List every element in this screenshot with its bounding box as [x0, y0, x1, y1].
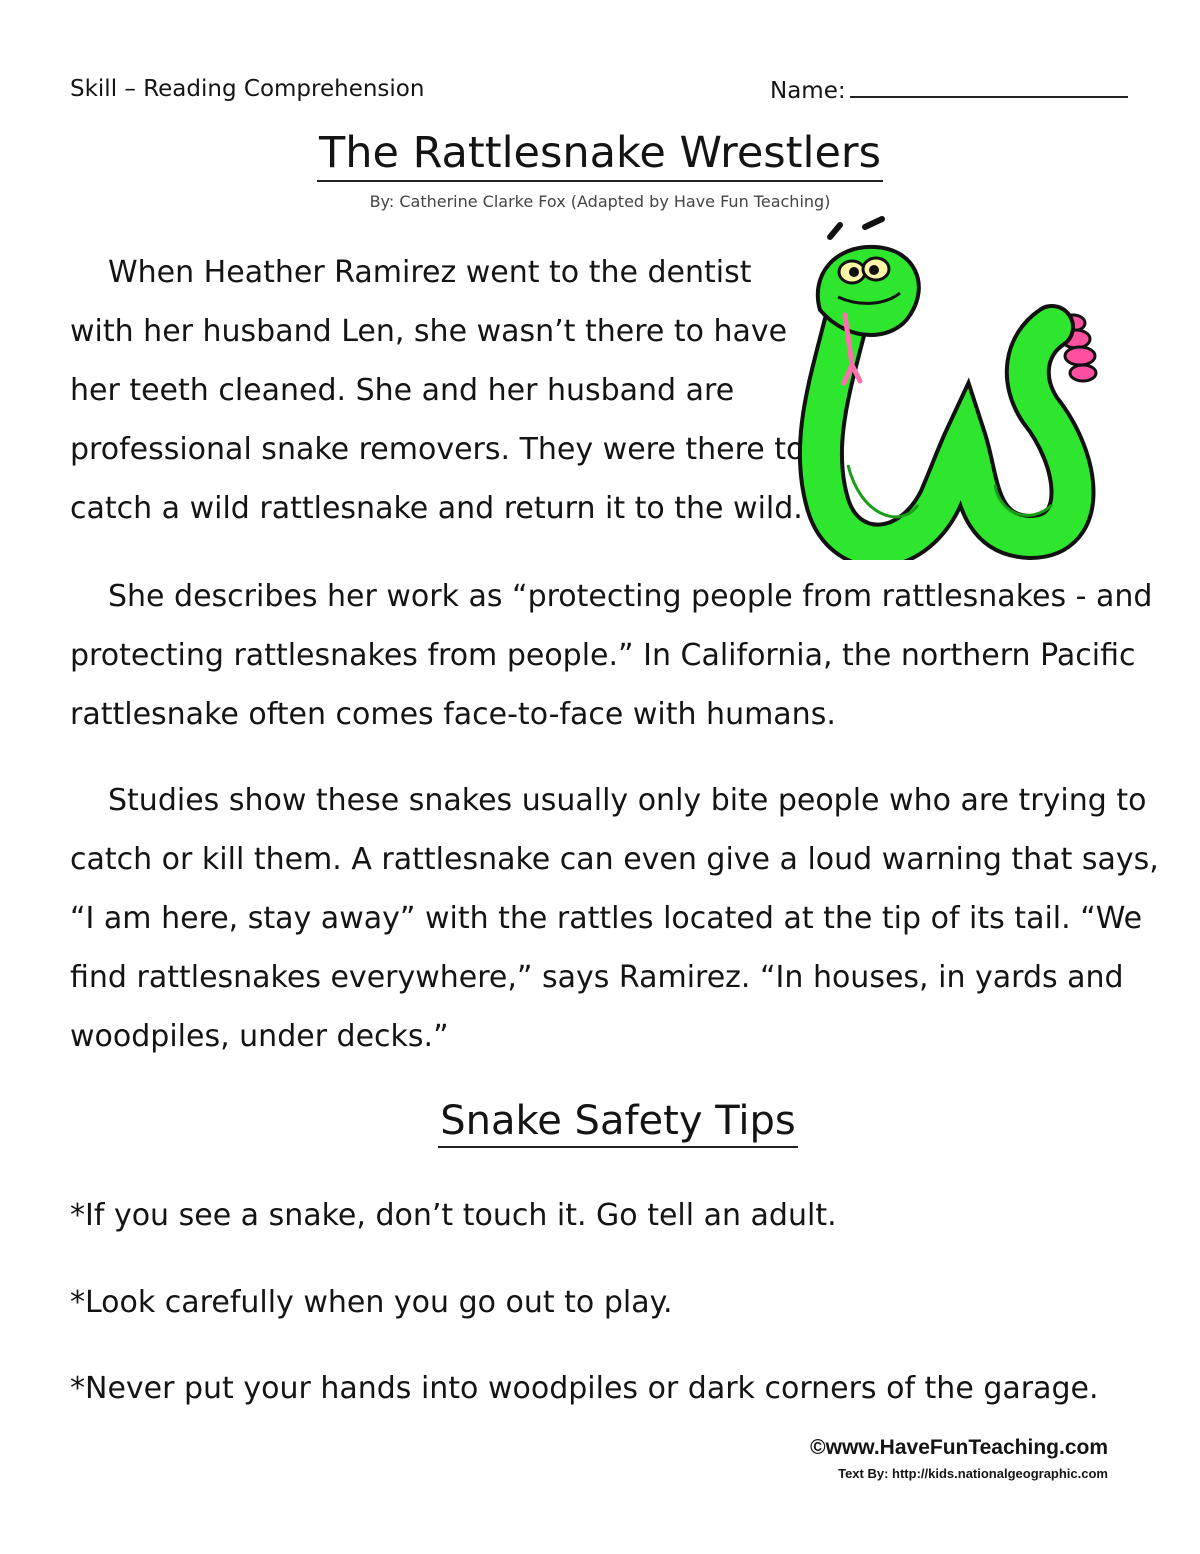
tip-item: *If you see a snake, don’t touch it. Go tell an adult. [70, 1198, 837, 1233]
tip-item: *Never put your hands into woodpiles or dark corners of the garage. [70, 1371, 1099, 1406]
section-title: Snake Safety Tips [0, 1098, 1200, 1144]
paragraph-line: with her husband Len, she wasn’t there to have [70, 314, 788, 349]
paragraph-line: catch a wild rattlesnake and return it to the wild. [70, 491, 803, 526]
paragraph-line: She describes her work as “protecting people from rattlesnakes - and [108, 579, 1153, 614]
paragraph-line: When Heather Ramirez went to the dentist [108, 255, 752, 290]
skill-label: Skill – Reading Comprehension [70, 76, 425, 102]
paragraph-1 [70, 243, 804, 538]
paragraph-2 [70, 567, 1152, 744]
name-field [770, 76, 1128, 104]
paragraph-line: find rattlesnakes everywhere,” says Ramirez. “In houses, in yards and [70, 960, 1124, 995]
footer-credit: Text By: http://kids.nationalgeographic.com [838, 1466, 1108, 1481]
paragraph-line: Studies show these snakes usually only bite people who are trying to [108, 783, 1147, 818]
paragraph-line: “I am here, stay away” with the rattles located at the tip of its tail. “We [70, 901, 1143, 936]
paragraph-3 [70, 771, 1159, 1066]
footer-site: ©www.HaveFunTeaching.com [810, 1436, 1108, 1459]
name-blank-line[interactable] [850, 76, 1128, 98]
paragraph-line: rattlesnake often comes face-to-face with humans. [70, 697, 836, 732]
page-title: The Rattlesnake Wrestlers [0, 128, 1200, 178]
paragraph-line: protecting rattlesnakes from people.” In California, the northern Pacific [70, 638, 1136, 673]
snake-illustration-icon [790, 215, 1110, 560]
paragraph-line: her teeth cleaned. She and her husband are [70, 373, 735, 408]
byline: By: Catherine Clarke Fox (Adapted by Have Fun Teaching) [369, 192, 831, 211]
paragraph-line: professional snake removers. They were there to [70, 432, 805, 467]
tip-item: *Look carefully when you go out to play. [70, 1285, 673, 1320]
paragraph-line: catch or kill them. A rattlesnake can even give a loud warning that says, [70, 842, 1159, 877]
name-label: Name: [770, 78, 846, 104]
paragraph-line: woodpiles, under decks.” [70, 1019, 449, 1054]
